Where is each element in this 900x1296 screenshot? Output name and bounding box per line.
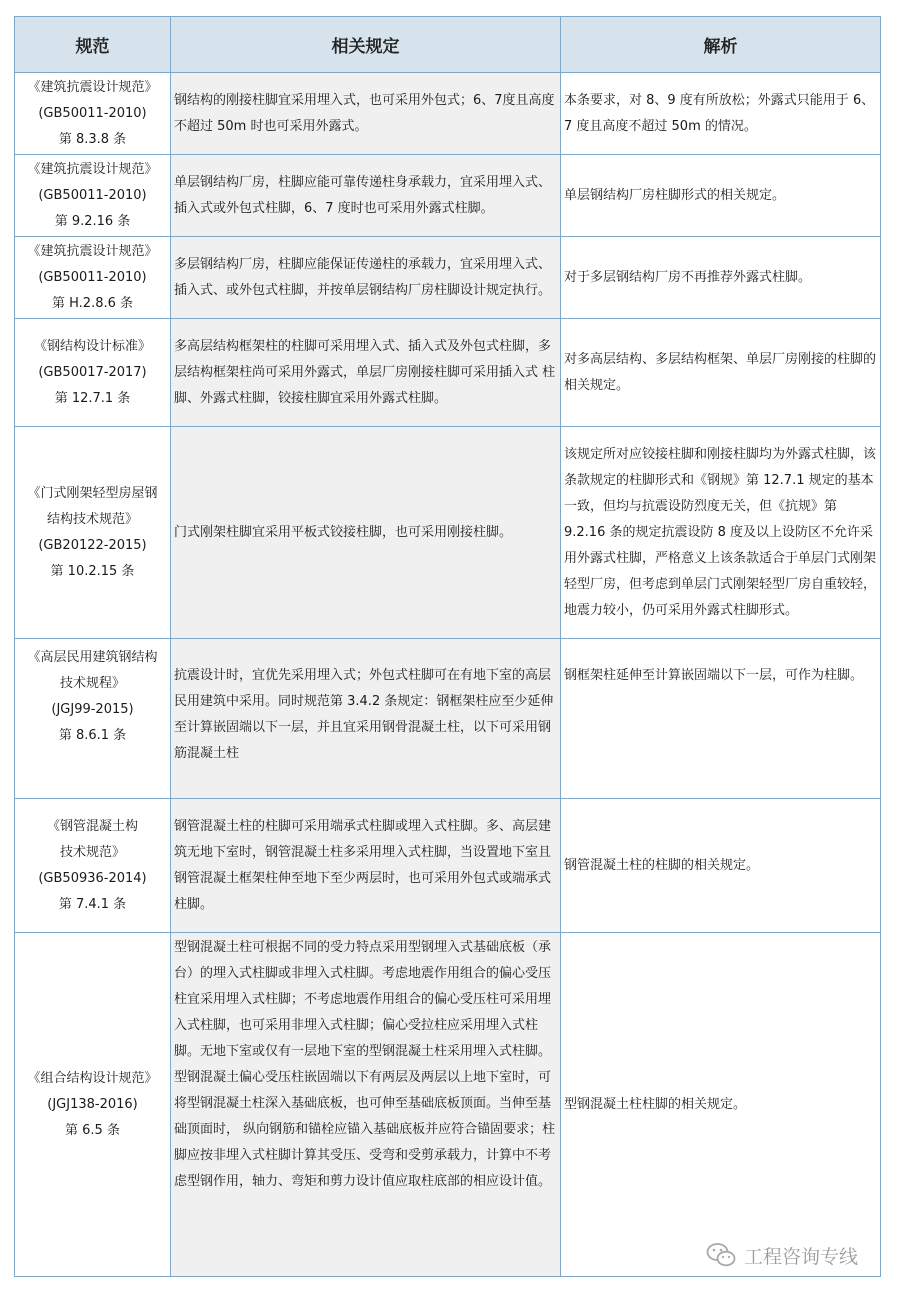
table-row (15, 933, 881, 1277)
spec-line: 第 10.2.15 条 (50, 563, 135, 579)
rule-cell: 多层钢结构厂房，柱脚应能保证传递柱的承载力，宜采用埋入式、插入式、或外包式柱脚，并按单层钢结构厂房柱脚设计规定执行。 (171, 237, 561, 319)
spec-line: (GB50011-2010) (38, 269, 147, 285)
spec-cell (15, 73, 171, 155)
spec-cell (15, 237, 171, 319)
spec-line: (JGJ138-2016) (47, 1096, 138, 1112)
table-row (15, 73, 881, 155)
header-spec: 规范 (15, 17, 171, 73)
spec-line: 《高层民用建筑钢结构 (27, 650, 158, 665)
rule-paragraph: 型钢混凝土偏心受压柱嵌固端以下有两层及两层以上地下室时，可将型钢混凝土柱深入基础底板，也可伸至基础底板顶面。当伸至基础顶面时， 纵向钢筋和锚栓应锚入基础底板并应符合锚固要求；柱脚应按非埋入式柱脚计算其受压、受弯和受剪承载力，计算中不考虑型钢作用，轴力、弯矩和剪力设计值应取柱底部的相应设计值。 (174, 1070, 556, 1189)
table-row (15, 799, 881, 933)
spec-line: 第 9.2.16 条 (54, 213, 131, 229)
spec-line: (GB50011-2010) (38, 187, 147, 203)
spec-line: 第 8.6.1 条 (58, 728, 127, 743)
rule-cell: 钢管混凝土柱的柱脚可采用端承式柱脚或埋入式柱脚。多、高层建筑无地下室时，钢管混凝土柱多采用埋入式柱脚，当设置地下室且钢管混凝土框架柱伸至地下至少两层时，也可采用外包式或端承式柱脚。 (171, 799, 561, 933)
rule-cell: 钢结构的刚接柱脚宜采用埋入式，也可采用外包式；6、7度且高度不超过 50m 时也可采用外露式。 (171, 73, 561, 155)
regulation-table (14, 16, 881, 1277)
spec-line: 第 12.7.1 条 (54, 390, 131, 406)
watermark-text: 工程咨询专线 (744, 1245, 859, 1268)
header-note: 解析 (561, 17, 881, 73)
spec-line: 结构技术规范》 (46, 511, 138, 527)
spec-line: 《钢管混凝土构 (46, 818, 138, 834)
spec-line: (GB50011-2010) (38, 105, 147, 121)
spec-cell (15, 319, 171, 427)
table-row (15, 319, 881, 427)
spec-line: 《建筑抗震设计规范》 (27, 79, 158, 95)
rule-cell: 抗震设计时，宜优先采用埋入式；外包式柱脚可在有地下室的高层民用建筑中采用。同时规范第 3.4.2 条规定：钢框架柱应至少延伸至计算嵌固端以下一层，并且宜采用钢骨混凝土柱，以下可采用钢筋混凝土柱 (171, 639, 561, 799)
spec-cell (15, 155, 171, 237)
spec-line: 技术规范》 (59, 844, 125, 860)
rule-cell: 单层钢结构厂房，柱脚应能可靠传递柱身承载力，宜采用埋入式、插入式或外包式柱脚，6、7 度时也可采用外露式柱脚。 (171, 155, 561, 237)
spec-cell (15, 933, 171, 1277)
table-row (15, 639, 881, 799)
spec-line: 第 H.2.8.6 条 (51, 295, 134, 311)
spec-line: 技术规程》 (59, 676, 125, 691)
note-cell: 单层钢结构厂房柱脚形式的相关规定。 (561, 155, 881, 237)
spec-line: 第 7.4.1 条 (58, 896, 127, 912)
spec-line: 《门式刚架轻型房屋钢 (27, 485, 158, 501)
note-cell: 型钢混凝土柱柱脚的相关规定。 (561, 933, 881, 1277)
spec-line: (GB20122-2015) (38, 537, 147, 553)
note-cell: 对多高层结构、多层结构框架、单层厂房刚接的柱脚的相关规定。 (561, 319, 881, 427)
table-row (15, 155, 881, 237)
spec-line: (JGJ99-2015) (51, 702, 134, 717)
header-rule: 相关规定 (171, 17, 561, 73)
note-cell: 钢框架柱延伸至计算嵌固端以下一层，可作为柱脚。 (561, 639, 881, 799)
spec-line: (GB50017-2017) (38, 364, 147, 380)
note-cell: 对于多层钢结构厂房不再推荐外露式柱脚。 (561, 237, 881, 319)
spec-line: 《钢结构设计标准》 (33, 338, 151, 354)
table-header-row (15, 17, 881, 73)
spec-cell (15, 639, 171, 799)
rule-cell: 门式刚架柱脚宜采用平板式铰接柱脚，也可采用刚接柱脚。 (171, 427, 561, 639)
spec-line: 第 8.3.8 条 (58, 131, 127, 147)
note-cell: 该规定所对应铰接柱脚和刚接柱脚均为外露式柱脚，该条款规定的柱脚形式和《钢规》第 12.7.1 规定的基本一致，但均与抗震设防烈度无关，但《抗规》第 9.2.16 条的规定抗震设防 8 度及以上设防区不允许采用外露式柱脚，严格意义上该条款适合于单层门式刚架轻型厂房，但考虑到单层门式刚架轻型厂房自重较轻，地震力较小，仍可采用外露式柱脚形式。 (561, 427, 881, 639)
rule-cell (171, 933, 561, 1277)
watermark (706, 1240, 858, 1270)
rule-cell: 多高层结构框架柱的柱脚可采用埋入式、插入式及外包式柱脚，多层结构框架柱尚可采用外露式，单层厂房刚接柱脚可采用插入式 柱脚、外露式柱脚，铰接柱脚宜采用外露式柱脚。 (171, 319, 561, 427)
rule-paragraph: 型钢混凝土柱可根据不同的受力特点采用型钢埋入式基础底板（承台）的埋入式柱脚或非埋入式柱脚。考虑地震作用组合的偏心受压柱宜采用埋入式柱脚；不考虑地震作用组合的偏心受压柱可采用埋入式柱脚，也可采用非埋入式柱脚；偏心受拉柱应采用埋入式柱脚。无地下室或仅有一层地下室的型钢混凝土柱采用埋入式柱脚。 (174, 940, 552, 1059)
spec-line: 《建筑抗震设计规范》 (27, 243, 158, 259)
table-row (15, 427, 881, 639)
spec-line: (GB50936-2014) (38, 870, 147, 886)
spec-line: 《建筑抗震设计规范》 (27, 161, 158, 177)
note-cell: 本条要求，对 8、9 度有所放松；外露式只能用于 6、7 度且高度不超过 50m 的情况。 (561, 73, 881, 155)
wechat-icon (706, 1242, 736, 1268)
table-row (15, 237, 881, 319)
spec-line: 第 6.5 条 (65, 1122, 120, 1138)
spec-cell (15, 427, 171, 639)
spec-line: 《组合结构设计规范》 (27, 1070, 158, 1086)
note-cell: 钢管混凝土柱的柱脚的相关规定。 (561, 799, 881, 933)
spec-cell (15, 799, 171, 933)
